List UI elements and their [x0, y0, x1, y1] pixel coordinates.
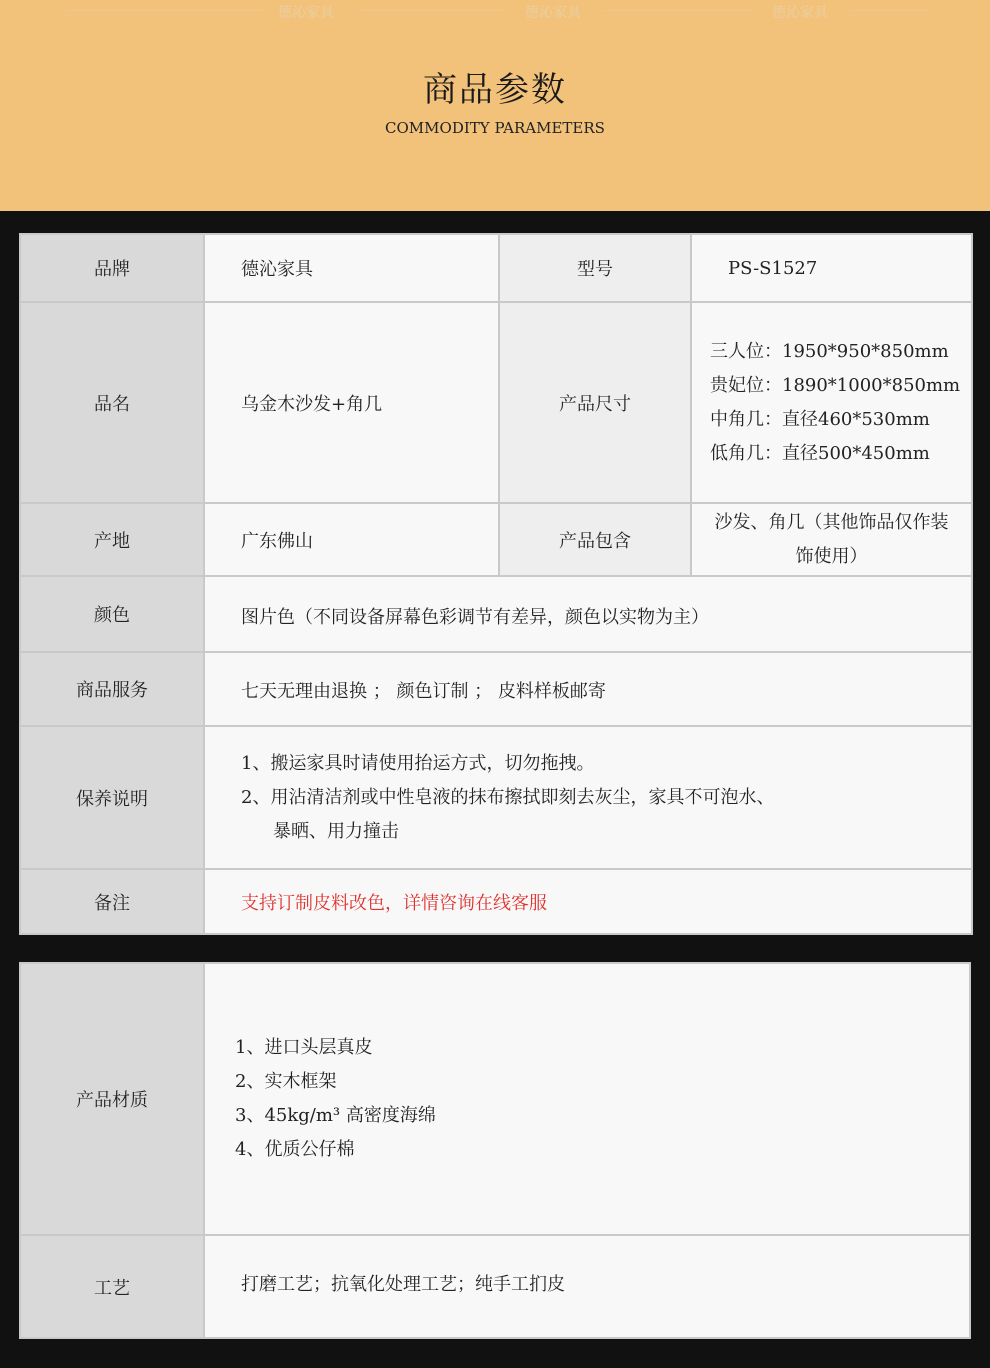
watermark-line — [66, 10, 266, 11]
package-value — [691, 503, 972, 576]
model-value: PS-S1527 — [691, 234, 972, 302]
material-label: 产品材质 — [20, 963, 204, 1235]
name-label: 品名 — [20, 302, 204, 503]
row-care — [20, 726, 972, 869]
size-line: 贵妃位：1890*1000*850mm — [710, 374, 961, 396]
row-name — [20, 302, 972, 503]
brand-label: 品牌 — [20, 234, 204, 302]
row-craft — [20, 1235, 970, 1338]
color-value: 图片色（不同设备屏幕色彩调节有差异，颜色以实物为主） — [204, 576, 972, 652]
watermark-text: 德沁家具 — [772, 5, 828, 21]
service-label: 商品服务 — [20, 652, 204, 726]
craft-label: 工艺 — [20, 1235, 204, 1338]
row-origin — [20, 503, 972, 576]
row-brand — [20, 234, 972, 302]
name-value: 乌金木沙发+角几 — [204, 302, 499, 503]
origin-label: 产地 — [20, 503, 204, 576]
care-label: 保养说明 — [20, 726, 204, 869]
material-line: 4、优质公仔棉 — [235, 1139, 355, 1160]
size-label: 产品尺寸 — [499, 302, 691, 503]
origin-value: 广东佛山 — [204, 503, 499, 576]
care-line: 2、用沾清洁剂或中性皂液的抹布擦拭即刻去灰尘，家具不可泡水、 — [241, 786, 775, 808]
size-line: 三人位：1950*950*850mm — [710, 340, 949, 362]
package-line: 饰使用） — [795, 545, 868, 567]
row-material — [20, 963, 970, 1235]
row-service — [20, 652, 972, 726]
model-label: 型号 — [499, 234, 691, 302]
watermark-line — [850, 10, 930, 11]
header-banner — [0, 0, 990, 211]
size-line: 中角几：直径460*530mm — [710, 408, 930, 430]
brand-value: 德沁家具 — [204, 234, 499, 302]
package-label: 产品包含 — [499, 503, 691, 576]
material-values — [204, 963, 970, 1235]
page-title: 商品参数 — [423, 70, 567, 110]
care-line: 暴晒、用力撞击 — [273, 820, 399, 842]
care-values — [204, 726, 972, 869]
material-line: 1、进口头层真皮 — [235, 1037, 373, 1058]
watermark-line — [356, 10, 506, 11]
size-line: 低角几：直径500*450mm — [710, 442, 930, 464]
package-line: 沙发、角几（其他饰品仅作装 — [714, 511, 949, 533]
materials-table — [19, 962, 971, 1339]
watermark-text: 德沁家具 — [525, 5, 581, 21]
watermark-line — [603, 10, 753, 11]
note-value: 支持订制皮料改色，详情咨询在线客服 — [204, 869, 972, 934]
care-line: 1、搬运家具时请使用抬运方式，切勿拖拽。 — [241, 752, 595, 774]
params-table — [19, 233, 973, 935]
row-color — [20, 576, 972, 652]
color-label: 颜色 — [20, 576, 204, 652]
watermark-text: 德沁家具 — [278, 5, 334, 21]
material-line: 3、45kg/m³ 高密度海绵 — [235, 1105, 436, 1126]
size-values — [691, 302, 972, 503]
material-line: 2、实木框架 — [235, 1071, 337, 1092]
note-label: 备注 — [20, 869, 204, 934]
page-subtitle: COMMODITY PARAMETERS — [385, 119, 605, 137]
service-value: 七天无理由退换 ； 颜色订制 ； 皮料样板邮寄 — [204, 652, 972, 726]
craft-value: 打磨工艺；抗氧化处理工艺；纯手工扪皮 — [204, 1235, 970, 1338]
row-note — [20, 869, 972, 934]
